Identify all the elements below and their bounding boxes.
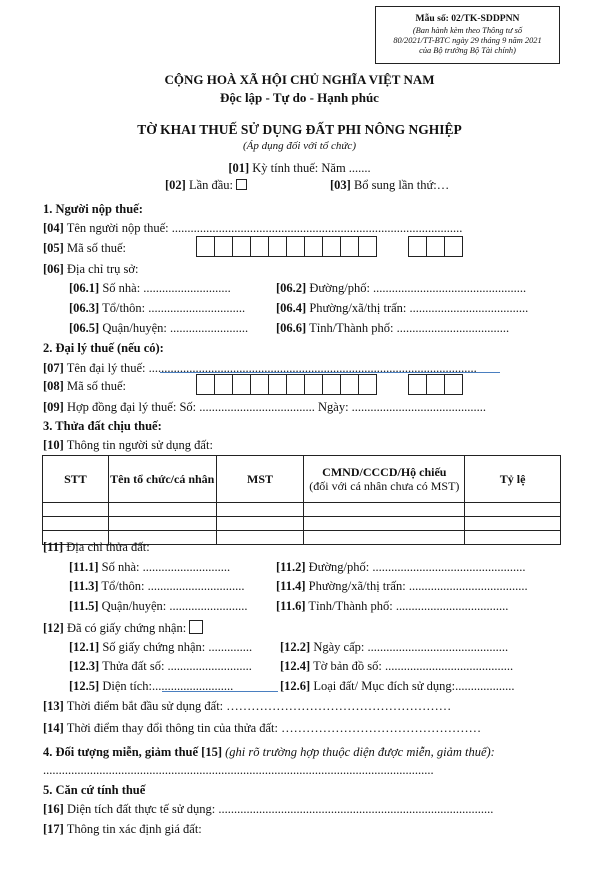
tax-code-cells-1-suffix[interactable] [409,236,463,257]
form-note-line3: của Bộ trưởng Bộ Tài chính) [419,46,516,56]
field-11-2-text: Đường/phố: ................................................. [305,560,526,574]
field-06-6[interactable] [276,322,509,335]
field-09-code: [09] [43,400,64,414]
field-05-code: [05] [43,241,64,255]
first-time-checkbox[interactable] [236,179,247,190]
field-01 [0,162,599,175]
field-06-3-text: Tổ/thôn: ............................... [99,301,246,315]
field-06-3-code: [06.3] [69,301,100,315]
col-stt: STT [43,456,109,503]
underline-decoration [160,372,500,373]
field-12-text: Đã có giấy chứng nhận: [63,621,190,635]
field-02-text: Lần đầu: [185,178,237,192]
form-subtitle: (Áp dụng đối với tổ chức) [243,140,356,152]
field-10-text: Thông tin người sử dụng đất: [63,438,213,452]
section-4-title: 4. Đối tượng miễn, giảm thuế [15] [43,745,222,759]
field-12-6-text: Loại đất/ Mục đích sử dụng:................... [310,679,515,693]
field-07-code: [07] [43,361,64,375]
section-4-line[interactable]: ............................................................................................................................. [43,763,434,777]
section-1-title: 1. Người nộp thuế: [43,202,143,216]
field-06-text: Địa chỉ trụ sở: [63,262,139,276]
field-06-5-code: [06.5] [69,321,100,335]
field-13-code: [13] [43,699,64,713]
form-title: TỜ KHAI THUẾ SỬ DỤNG ĐẤT PHI NÔNG NGHIỆP [137,122,462,137]
field-06-4-code: [06.4] [276,301,307,315]
field-06-3[interactable] [69,302,245,315]
field-11-1-code: [11.1] [69,560,99,574]
field-12-4-code: [12.4] [280,659,311,673]
field-11-3[interactable] [69,580,244,593]
col-id [304,456,465,503]
field-06-1-code: [06.1] [69,281,100,295]
section-4-note: (ghi rõ trường hợp thuộc diện được miễn, giảm thuế): [222,745,495,759]
field-05-text: Mã số thuế: [63,241,126,255]
field-12-5-code: [12.5] [69,679,100,693]
field-13-text: Thời điểm bắt đầu sử dụng đất: ……………………………………………… [63,699,452,713]
field-13[interactable] [43,700,451,713]
field-11-4-text: Phường/xã/thị trấn: ...................................... [305,579,528,593]
field-16-text: Diện tích đất thực tế sử dụng: ........................................................................................ [63,802,494,816]
field-07-text: Tên đại lý thuế: ......................................................................................................... [63,361,477,375]
field-12-2-text: Ngày cấp: ............................................. [310,640,509,654]
field-11-1[interactable] [69,561,230,574]
col-mst: MST [216,456,304,503]
certificate-checkbox[interactable] [189,620,203,634]
field-06-4-text: Phường/xã/thị trấn: ...................................... [306,301,529,315]
field-06-2[interactable] [276,282,526,295]
field-09-text: Hợp đồng đại lý thuế: Số: ..................................... Ngày: ........................................... [63,400,487,414]
field-11-6-text: Tỉnh/Thành phố: .................................... [305,599,509,613]
field-17-text: Thông tin xác định giá đất: [63,822,202,836]
field-11-text: Địa chỉ thửa đất: [63,540,150,554]
field-01-text: Kỳ tính thuế: Năm ....... [249,161,371,175]
form-number: Mẫu số: 02/TK-SDDPNN [415,13,520,24]
field-12-6[interactable] [280,680,515,693]
field-12-3[interactable] [69,660,252,673]
field-14-text: Thời điểm thay đổi thông tin của thửa đất: ………………………………………… [63,721,482,735]
tax-code-cells-1[interactable] [197,236,377,257]
field-09[interactable] [43,401,486,414]
field-14-code: [14] [43,721,64,735]
section-3-title: 3. Thửa đất chịu thuế: [43,419,162,433]
field-11-4[interactable] [276,580,528,593]
field-03-text: Bổ sung lần thứ:… [350,178,450,192]
field-11-3-code: [11.3] [69,579,99,593]
field-04-text: Tên người nộp thuế: ............................................................................................. [63,221,463,235]
field-17-code: [17] [43,822,64,836]
field-10 [43,439,213,452]
table-row[interactable] [43,503,561,517]
field-12-3-text: Thửa đất số: ........................... [99,659,252,673]
field-06-6-text: Tỉnh/Thành phố: .................................... [306,321,510,335]
field-11-6-code: [11.6] [276,599,306,613]
field-12-1-code: [12.1] [69,640,100,654]
field-08-text: Mã số thuế: [63,379,126,393]
form-note-line1: (Ban hành kèm theo Thông tư số [412,25,523,35]
form-note-line2: 80/2021/TT-BTC ngày 29 tháng 9 năm 2021 [393,35,542,45]
field-06-5-text: Quận/huyện: ......................... [99,321,249,335]
field-12-4[interactable] [280,660,513,673]
field-12 [43,620,203,635]
field-03 [330,179,449,192]
field-11-2[interactable] [276,561,526,574]
section-2-title: 2. Đại lý thuế (nếu có): [43,341,164,355]
col-ratio: Tỷ lệ [465,456,561,503]
col-name: Tên tổ chức/cá nhân [108,456,216,503]
field-12-3-code: [12.3] [69,659,100,673]
field-12-1[interactable] [69,641,252,654]
col-id-label: CMND/CCCD/Hộ chiếu [322,464,447,479]
col-id-note: (đối với cá nhân chưa có MST) [309,479,460,493]
field-06-4[interactable] [276,302,528,315]
field-11-5-text: Quận/huyện: ......................... [98,599,248,613]
national-title: CỘNG HOÀ XÃ HỘI CHỦ NGHĨA VIỆT NAM [164,72,435,87]
field-06-code: [06] [43,262,64,276]
field-06-2-text: Đường/phố: ................................................. [306,281,527,295]
field-16-code: [16] [43,802,64,816]
field-11-3-text: Tổ/thôn: ............................... [98,579,245,593]
field-06-1-text: Số nhà: ............................ [99,281,231,295]
field-02 [165,179,247,192]
field-11-2-code: [11.2] [276,560,306,574]
tax-code-cells-2-suffix[interactable] [409,374,463,395]
field-06 [43,263,138,276]
field-02-code: [02] [165,178,186,192]
field-03-code: [03] [330,178,351,192]
form-number-box [375,6,560,64]
table-header-row [43,456,561,503]
field-06-6-code: [06.6] [276,321,307,335]
field-12-2[interactable] [280,641,508,654]
field-12-4-text: Tờ bản đồ số: ......................................... [310,659,514,673]
field-06-5[interactable] [69,322,248,335]
field-11-code: [11] [43,540,64,554]
field-17 [43,823,202,836]
field-11-6[interactable] [276,600,508,613]
field-01-code: [01] [228,161,250,175]
field-12-2-code: [12.2] [280,640,311,654]
field-12-5-text: Diện tích:.......................... [99,679,234,693]
field-11-5-code: [11.5] [69,599,99,613]
field-11-1-text: Số nhà: ............................ [98,560,231,574]
section-4 [43,746,495,759]
field-12-1-text: Số giấy chứng nhận: .............. [99,640,253,654]
field-10-code: [10] [43,438,64,452]
section-5-title: 5. Căn cứ tính thuế [43,783,146,797]
table-row[interactable] [43,517,561,531]
field-08 [43,380,126,393]
field-14[interactable] [43,722,481,735]
field-11 [43,541,150,554]
field-12-code: [12] [43,621,64,635]
national-motto: Độc lập - Tự do - Hạnh phúc [220,90,379,105]
field-05 [43,242,126,255]
field-04[interactable] [43,222,462,235]
tax-code-cells-2[interactable] [197,374,377,395]
field-11-5[interactable] [69,600,247,613]
field-16[interactable] [43,803,493,816]
field-08-code: [08] [43,379,64,393]
underline-decoration [162,691,278,692]
field-06-1[interactable] [69,282,231,295]
field-11-4-code: [11.4] [276,579,306,593]
field-12-6-code: [12.6] [280,679,311,693]
field-06-2-code: [06.2] [276,281,307,295]
field-04-code: [04] [43,221,64,235]
land-user-table [42,455,561,545]
